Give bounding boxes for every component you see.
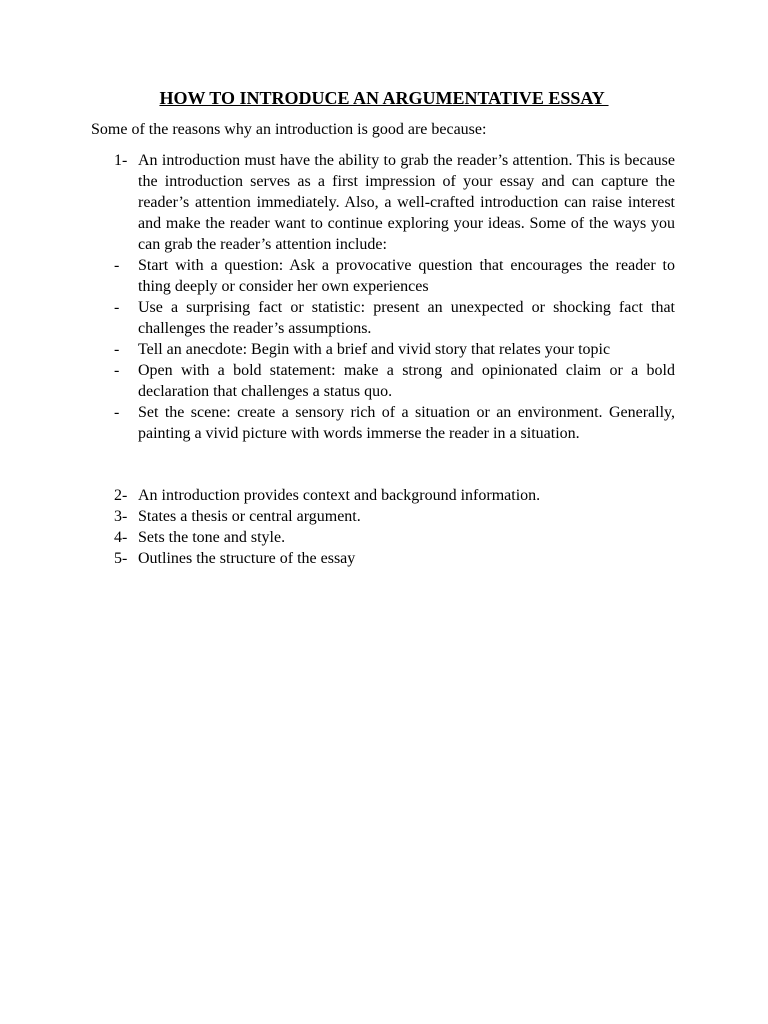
bullet-item [114,360,675,402]
bullet-item [114,255,675,297]
list-item-text: States a thesis or central argument. [138,508,361,525]
bullet-marker: - [114,341,120,358]
list-marker: 2- [114,487,128,504]
list-item [114,485,675,506]
bullet-marker: - [114,299,120,316]
reasons-list [0,150,768,569]
list-item [114,506,675,527]
section-gap [0,444,768,485]
list-item-text: Sets the tone and style. [138,529,286,546]
bullet-item [114,297,675,339]
document-title: HOW TO INTRODUCE AN ARGUMENTATIVE ESSAY [159,88,609,108]
list-item-text: An introduction provides context and background information. [138,487,541,504]
intro-sentence: Some of the reasons why an introduction is good are because: [91,121,487,138]
list-marker: 5- [114,550,128,567]
list-marker: 1- [114,152,128,169]
list-item [114,548,675,569]
bullet-text: Set the scene: create a sensory rich of a situation or an environment. Generally, painting a vivid picture with words immerse the reader in a situation. [138,404,675,442]
bullet-text: Open with a bold statement: make a strong and opinionated claim or a bold declaration that challenges a status quo. [138,362,675,400]
bullet-marker: - [114,257,120,274]
list-item-text: Outlines the structure of the essay [138,550,356,567]
list-marker: 4- [114,529,128,546]
list-item [114,527,675,548]
bullet-item [114,402,675,444]
list-item-text: An introduction must have the ability to grab the reader’s attention. This is because the introduction serves as a first impression of your essay and can capture the reader’s attention immediately. Also, a well-crafted introduction can raise interest and make the reader want to continue exploring your ideas. Some of the ways you can grab the reader’s attention include: [138,152,675,253]
bullet-text: Start with a question: Ask a provocative question that encourages the reader to thing deeply or consider her own experiences [138,257,675,295]
list-marker: 3- [114,508,128,525]
bullet-marker: - [114,404,120,421]
bullet-marker: - [114,362,120,379]
bullet-text: Tell an anecdote: Begin with a brief and vivid story that relates your topic [138,341,611,358]
list-item [114,150,675,255]
bullet-text: Use a surprising fact or statistic: present an unexpected or shocking fact that challenges the reader’s assumptions. [138,299,675,337]
bullet-item [114,339,675,360]
